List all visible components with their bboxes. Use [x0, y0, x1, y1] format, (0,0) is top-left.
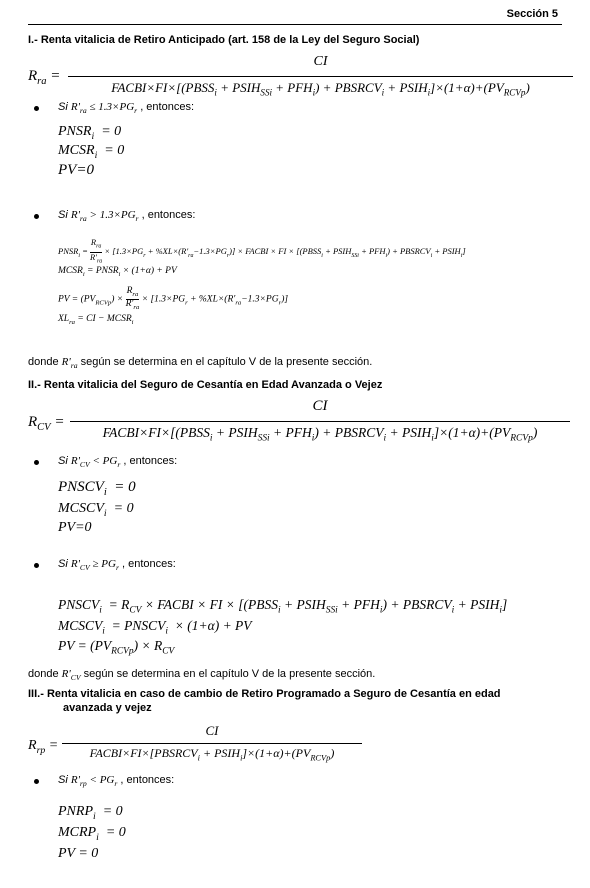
s3-fracline	[62, 743, 362, 744]
s1-case1-eq1: $PNSR_i = 0$	[58, 124, 122, 142]
bullet	[34, 563, 39, 568]
s3-case1-eq3: PV = 0	[58, 846, 99, 861]
section-3-title-line2: avanzada y vejez	[63, 702, 152, 714]
s1-case2: Si $R'_{ra} > 1.3\times PG_r$ , entonces:	[58, 209, 196, 224]
s2-case1-eq3: PV=0	[58, 520, 92, 535]
s1-lhs: $R_{ra}$ =	[28, 68, 61, 87]
s1-note: donde $R'_{ra}$ según se determina en el capítulo V de la presente sección.	[28, 356, 373, 371]
s1-num: CI	[313, 54, 328, 69]
s3-case1-eq2: $MCRP_i = 0$	[58, 825, 126, 843]
s1-case1-eq2: $MCSR_i = 0$	[58, 143, 125, 161]
s2-lhs: $R_{CV}$ =	[28, 414, 65, 433]
bullet	[34, 779, 39, 784]
s3-lhs: $R_{rp}$ =	[28, 738, 59, 756]
s1-case1-eq3: PV=0	[58, 162, 94, 178]
s2-case1-eq2: $MCSCV_i = 0$	[58, 501, 134, 519]
bullet	[34, 460, 39, 465]
s1-case2-eq4: $XL_{ra}$ = CI − $MCSR_i$	[58, 314, 134, 326]
s2-case2-eq2: $MCSCV_i$ = $PNSCV_i \times (1+\alpha)$ + PV	[58, 618, 252, 637]
header-rule	[28, 24, 562, 25]
s2-num: CI	[312, 398, 328, 414]
section-3-title-line1: III.- Renta vitalicia en caso de cambio de Retiro Programado a Seguro de Cesantía en edad	[28, 688, 501, 700]
bullet	[34, 106, 39, 111]
s3-case1: Si $R'_{rp} < PG_r$ , entonces:	[58, 774, 175, 789]
s1-fracline	[68, 76, 573, 77]
s1-case2-eq2: $MCSR_i$ = $PNSR_i \times (1+\alpha)$ + PV	[58, 266, 177, 278]
s2-case1: Si $R'_{CV} < PG_r$ , entonces:	[58, 455, 178, 470]
s2-case2-eq3: PV = $(PV_{RCVp}) \times R_{CV}$	[58, 638, 175, 657]
section-1-title: I.- Renta vitalicia de Retiro Anticipado (art. 158 de la Ley del Seguro Social)	[28, 34, 420, 46]
s2-note: donde $R'_{CV}$ según se determina en el capítulo V de la presente sección.	[28, 668, 376, 683]
s2-case2: Si $R'_{CV} \ge PG_r$ , entonces:	[58, 558, 176, 573]
s2-den: $FACBI\times FI\times[(PBSS_i$ + $PSIH_{SSi} + PFH_i$) + $PBSRCV_i$ + $PSIH_i]\times(1+\alpha)+(PV_{RCVp})$	[102, 425, 538, 444]
s3-case1-eq1: $PNRP_i = 0$	[58, 804, 123, 822]
s1-case1: Si $R'_{ra} \le 1.3\times PG_r$ , entonces:	[58, 101, 195, 116]
s3-num: CI	[205, 723, 219, 738]
s3-den: $FACBI\times FI\times[PBSRCV_i$ + $PSIH_i]\times(1+\alpha)+(PV_{RCVp})$	[89, 746, 335, 763]
s1-case2-eq3: PV = $(PV_{RCVp}) \times R_{ra}$ $R'_{ra} \times [1.3\times PG_r + \%XL\times(R'_{ra}-1.3\times PG_r)]$	[58, 286, 289, 311]
s2-case1-eq1: $PNSCV_i = 0$	[58, 479, 136, 498]
bullet	[34, 214, 39, 219]
s1-case2-eq1: $PNSR_i = R_{ra}$ $R'_{ra} \times [1.3\times PG_r + \%XL\times(R'_{ra}-1.3\times PG_r)]$ × FACBI × FI × [($PBSS_i$ + $PSIH_{SSi} + PFH_i$) + $PBSRCV_i$ + $PSIH_i$]	[58, 237, 466, 265]
s1-den: $FACBI\times FI\times[(PBSS_i$ + $PSIH_{SSi} + PFH_i$) + $PBSRCV_i$ + $PSIH_i]\times(1+\alpha)+(PV_{RCVp})$	[111, 80, 530, 98]
s2-case2-eq1: $PNSCV_i = R_{CV}$ × FACBI × FI × [($PBSS_i$ + $PSIH_{SSi} + PFH_i$) + $PBSRCV_i$ + $PSIH_i$]	[58, 597, 508, 616]
section-2-title: II.- Renta vitalicia del Seguro de Cesantía en Edad Avanzada o Vejez	[28, 379, 383, 391]
s2-fracline	[70, 421, 570, 422]
section-header: Sección 5	[506, 8, 558, 20]
